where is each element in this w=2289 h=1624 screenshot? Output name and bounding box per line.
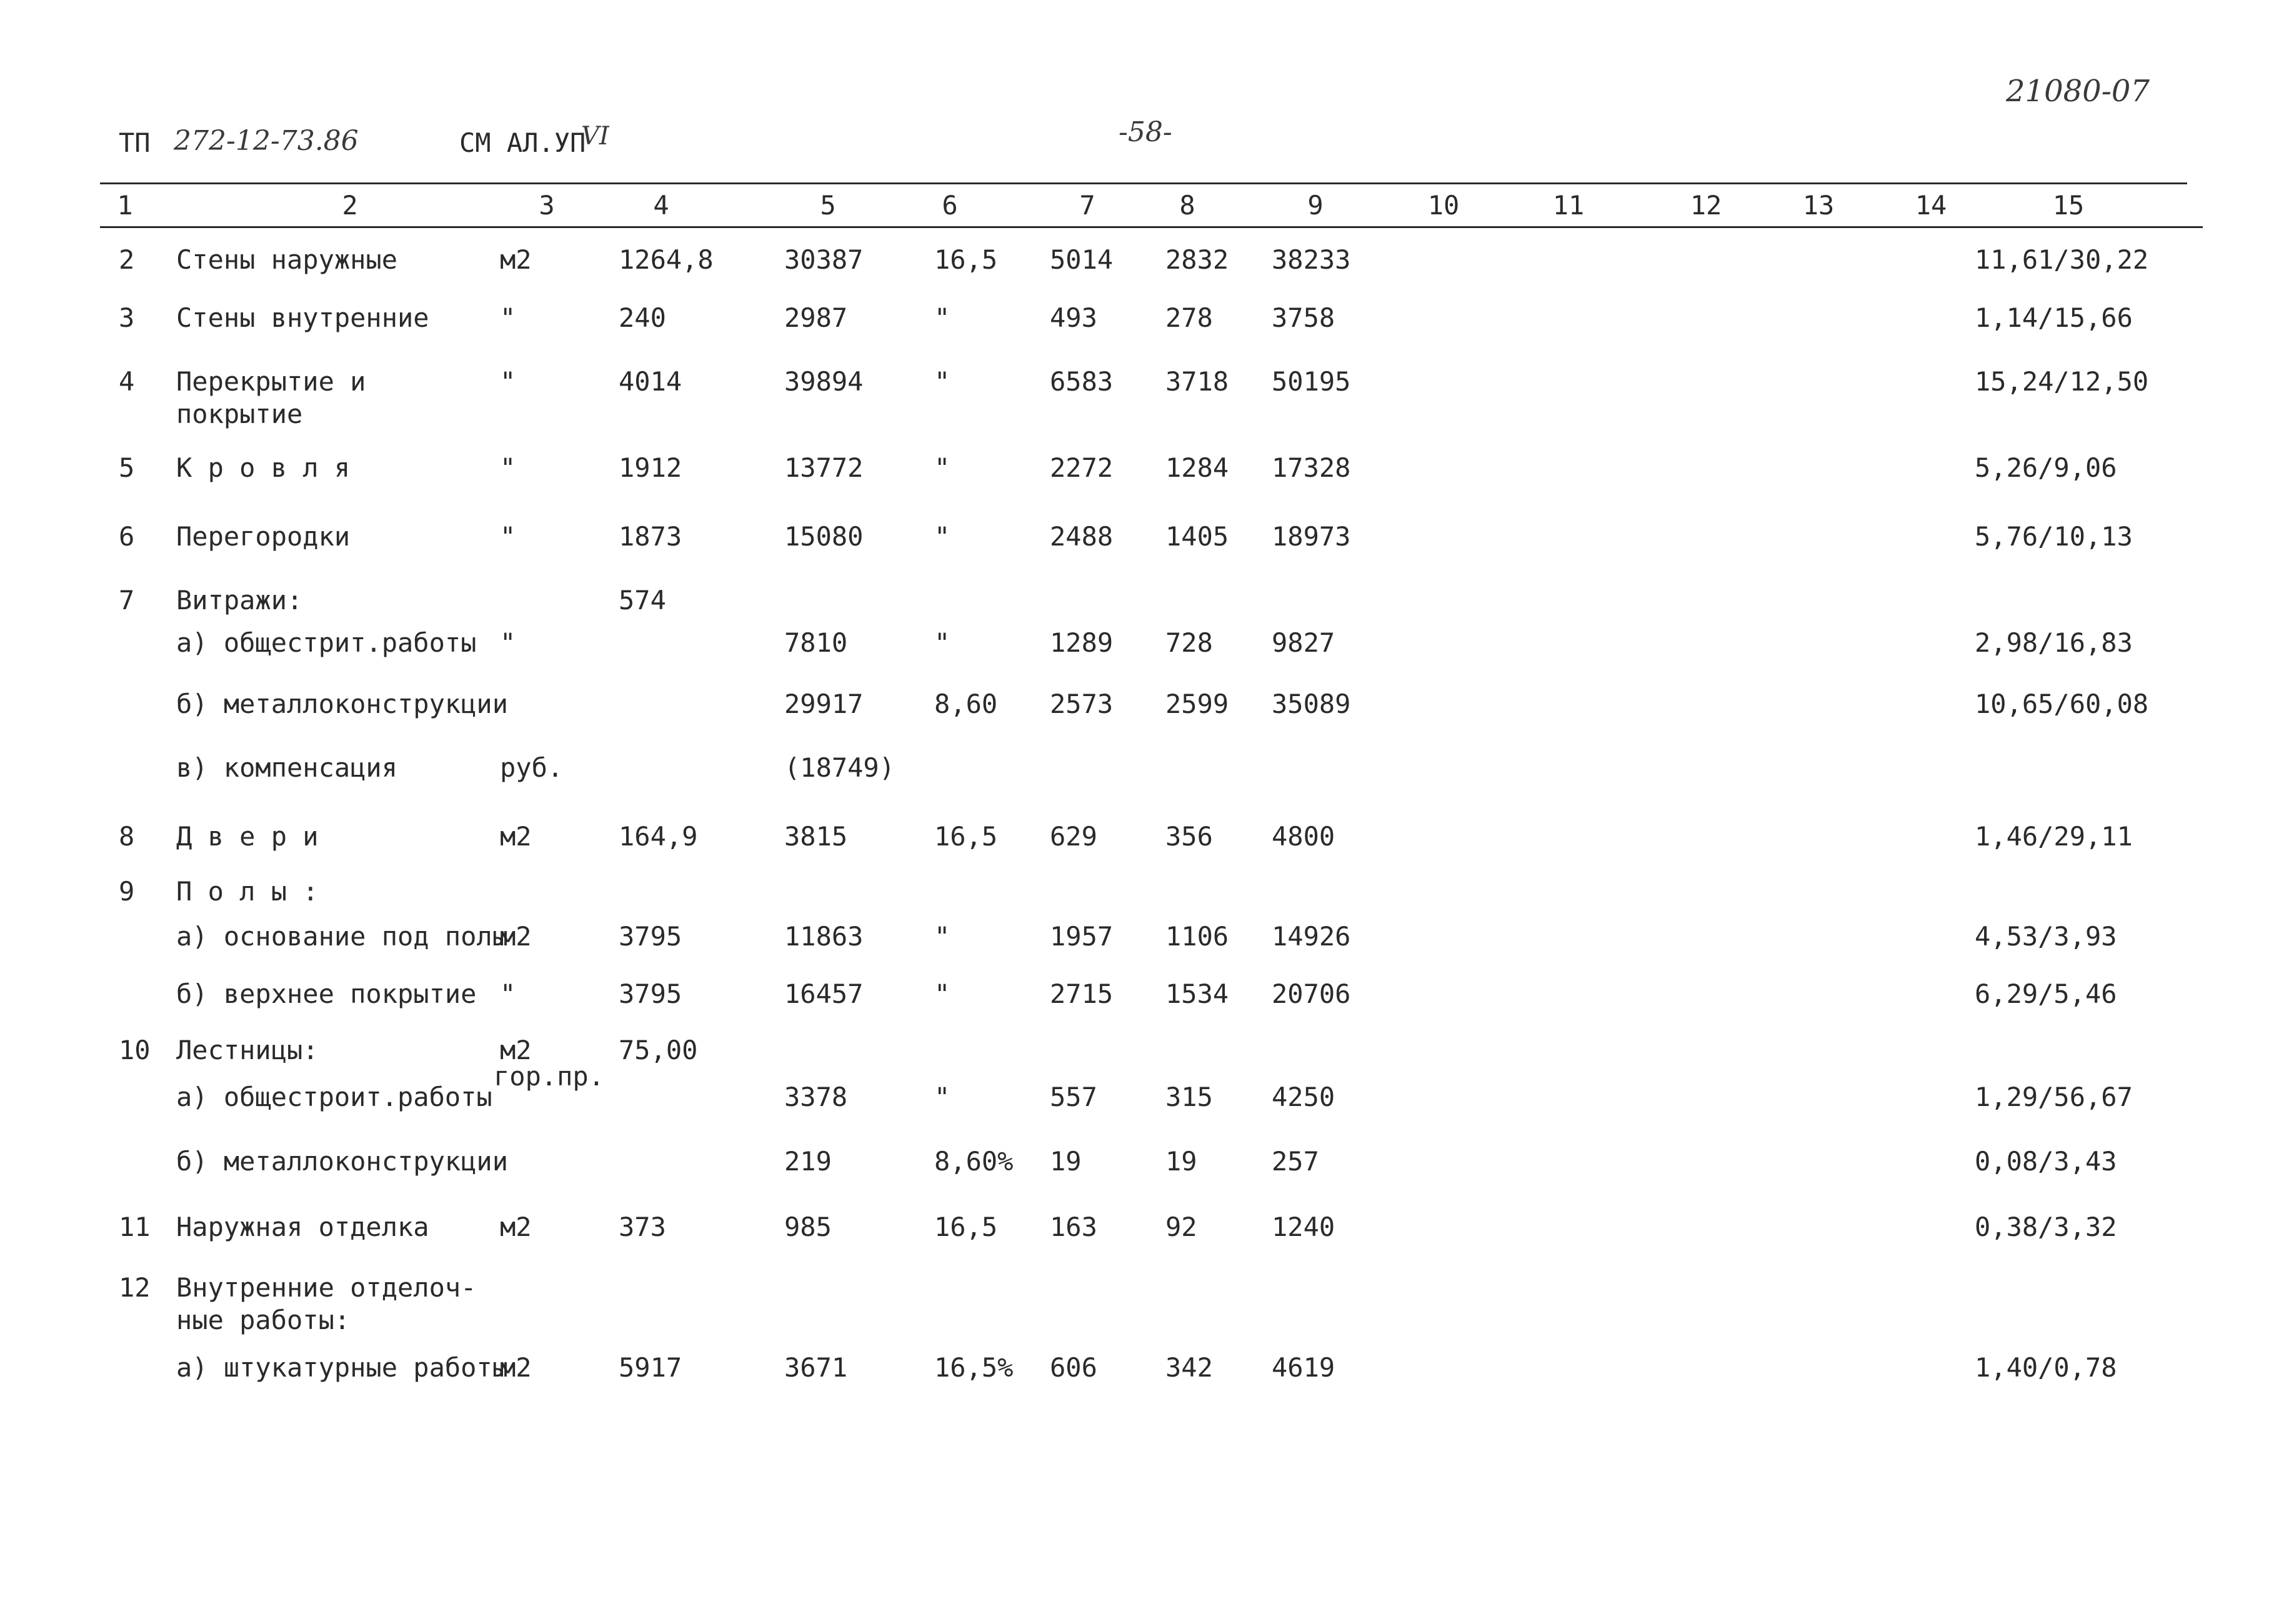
rate: " [934, 627, 950, 658]
column-number-5: 5 [820, 190, 836, 221]
row-number: 7 [119, 585, 135, 615]
item-name: Стены наружные [176, 244, 398, 275]
item-name: Лестницы: [176, 1035, 319, 1065]
item-name-continued: покрытие [176, 399, 303, 429]
quantity: 574 [619, 585, 666, 615]
profit: 3718 [1165, 366, 1229, 397]
column-number-7: 7 [1079, 190, 1095, 221]
quantity: 1264,8 [619, 244, 714, 275]
cost-base: 985 [784, 1212, 832, 1242]
unit: " [500, 627, 516, 658]
item-name: в) компенсация [176, 752, 398, 783]
profit: 19 [1165, 1146, 1197, 1177]
column-number-10: 10 [1427, 190, 1460, 221]
unit: м2 [500, 244, 532, 275]
row-number: 2 [119, 244, 135, 275]
column-number-15: 15 [2052, 190, 2085, 221]
column-number-1: 1 [117, 190, 133, 221]
overhead: 2272 [1050, 452, 1114, 483]
column-number-3: 3 [539, 190, 555, 221]
cost-base: 30387 [784, 244, 864, 275]
column-number-12: 12 [1690, 190, 1722, 221]
profit: 2599 [1165, 689, 1229, 719]
row-number: 3 [119, 302, 135, 333]
column-number-6: 6 [942, 190, 958, 221]
rate: 8,60 [934, 689, 998, 719]
total: 14926 [1272, 921, 1351, 952]
table-top-rule [100, 182, 2187, 184]
item-name: Перекрытие и [176, 366, 366, 397]
item-name: б) металлоконструкции [176, 689, 509, 719]
indicator: 10,65/60,08 [1975, 689, 2149, 719]
quantity: 4014 [619, 366, 682, 397]
overhead: 629 [1050, 821, 1097, 852]
row-number: 9 [119, 876, 135, 907]
profit: 315 [1165, 1082, 1213, 1112]
indicator: 0,38/3,32 [1975, 1212, 2117, 1242]
cost-base: 2987 [784, 302, 848, 333]
unit: руб. [500, 752, 564, 783]
cost-base: 11863 [784, 921, 864, 952]
item-name: а) общестрит.работы [176, 627, 477, 658]
overhead: 1289 [1050, 627, 1114, 658]
overhead: 557 [1050, 1082, 1097, 1112]
total: 38233 [1272, 244, 1351, 275]
item-name: Наружная отделка [176, 1212, 429, 1242]
cost-base: 15080 [784, 521, 864, 552]
cost-base: 3671 [784, 1352, 848, 1383]
rate: " [934, 452, 950, 483]
indicator: 0,08/3,43 [1975, 1146, 2117, 1177]
profit: 728 [1165, 627, 1213, 658]
item-name: б) металлоконструкции [176, 1146, 509, 1177]
total: 35089 [1272, 689, 1351, 719]
profit: 92 [1165, 1212, 1197, 1242]
item-name: а) штукатурные работы [176, 1352, 509, 1383]
total: 3758 [1272, 302, 1335, 333]
unit: " [500, 366, 516, 397]
overhead: 493 [1050, 302, 1097, 333]
quantity: 75,00 [619, 1035, 698, 1065]
total: 50195 [1272, 366, 1351, 397]
item-name: П о л ы : [176, 876, 319, 907]
column-number-9: 9 [1307, 190, 1324, 221]
profit: 1534 [1165, 979, 1229, 1009]
unit: м2 [500, 821, 532, 852]
overhead: 2573 [1050, 689, 1114, 719]
indicator: 4,53/3,93 [1975, 921, 2117, 952]
unit: " [500, 302, 516, 333]
indicator: 6,29/5,46 [1975, 979, 2117, 1009]
indicator: 5,76/10,13 [1975, 521, 2133, 552]
rate: " [934, 921, 950, 952]
rate: " [934, 979, 950, 1009]
item-name: К р о в л я [176, 452, 351, 483]
cost-base: 3815 [784, 821, 848, 852]
cost-base: 16457 [784, 979, 864, 1009]
indicator: 1,40/0,78 [1975, 1352, 2117, 1383]
column-number-13: 13 [1802, 190, 1835, 221]
rate: " [934, 366, 950, 397]
unit: " [500, 521, 516, 552]
unit: м2 [500, 1352, 532, 1383]
profit: 356 [1165, 821, 1213, 852]
row-number: 5 [119, 452, 135, 483]
cost-base: (18749) [784, 752, 895, 783]
overhead: 606 [1050, 1352, 1097, 1383]
quantity: 373 [619, 1212, 666, 1242]
cost-base: 29917 [784, 689, 864, 719]
indicator: 1,46/29,11 [1975, 821, 2133, 852]
profit: 342 [1165, 1352, 1213, 1383]
total: 4800 [1272, 821, 1335, 852]
rate: 16,5% [934, 1352, 1014, 1383]
table-header-bottom-rule [100, 226, 2203, 228]
page-number: -58- [1119, 116, 1172, 148]
overhead: 1957 [1050, 921, 1114, 952]
overhead: 19 [1050, 1146, 1082, 1177]
quantity: 3795 [619, 979, 682, 1009]
item-name: Витражи: [176, 585, 303, 615]
cost-base: 3378 [784, 1082, 848, 1112]
total: 18973 [1272, 521, 1351, 552]
indicator: 5,26/9,06 [1975, 452, 2117, 483]
item-name: Внутренние отделоч- [176, 1272, 477, 1303]
item-name: Перегородки [176, 521, 351, 552]
row-number: 12 [119, 1272, 151, 1303]
doc-code-prefix: ТП [119, 127, 151, 158]
profit: 2832 [1165, 244, 1229, 275]
rate: " [934, 302, 950, 333]
unit: " [500, 452, 516, 483]
indicator: 15,24/12,50 [1975, 366, 2149, 397]
column-number-2: 2 [342, 190, 358, 221]
overhead: 5014 [1050, 244, 1114, 275]
rate: 16,5 [934, 244, 998, 275]
row-number: 11 [119, 1212, 151, 1242]
column-number-14: 14 [1915, 190, 1947, 221]
item-name: а) общестроит.работы [176, 1082, 492, 1112]
indicator: 11,61/30,22 [1975, 244, 2149, 275]
item-name: б) верхнее покрытие [176, 979, 477, 1009]
quantity: 240 [619, 302, 666, 333]
column-number-4: 4 [653, 190, 669, 221]
profit: 278 [1165, 302, 1213, 333]
quantity: 164,9 [619, 821, 698, 852]
column-number-11: 11 [1552, 190, 1585, 221]
overhead: 163 [1050, 1212, 1097, 1242]
rate: " [934, 521, 950, 552]
album-mark: VI [581, 122, 609, 151]
unit: м2 [500, 1212, 532, 1242]
quantity: 5917 [619, 1352, 682, 1383]
total: 257 [1272, 1146, 1319, 1177]
quantity: 1873 [619, 521, 682, 552]
row-number: 10 [119, 1035, 151, 1065]
indicator: 2,98/16,83 [1975, 627, 2133, 658]
unit: м2 [500, 1035, 532, 1065]
archive-number: 21080-07 [2006, 74, 2150, 109]
overhead: 2715 [1050, 979, 1114, 1009]
total: 20706 [1272, 979, 1351, 1009]
total: 17328 [1272, 452, 1351, 483]
rate: 8,60% [934, 1146, 1014, 1177]
row-number: 6 [119, 521, 135, 552]
row-number: 8 [119, 821, 135, 852]
cost-base: 219 [784, 1146, 832, 1177]
unit: м2 [500, 921, 532, 952]
doc-code-number: 272-12-73.86 [174, 125, 359, 157]
column-number-8: 8 [1179, 190, 1195, 221]
unit: " [500, 979, 516, 1009]
indicator: 1,29/56,67 [1975, 1082, 2133, 1112]
total: 4250 [1272, 1082, 1335, 1112]
album-code: СМ АЛ.УП [459, 127, 586, 158]
overhead: 2488 [1050, 521, 1114, 552]
rate: 16,5 [934, 1212, 998, 1242]
item-name: а) основание под полы [176, 921, 509, 952]
item-name: Стены внутренние [176, 302, 429, 333]
unit-continued: гор.пр. [494, 1061, 605, 1092]
quantity: 3795 [619, 921, 682, 952]
total: 1240 [1272, 1212, 1335, 1242]
total: 4619 [1272, 1352, 1335, 1383]
rate: 16,5 [934, 821, 998, 852]
item-name-continued: ные работы: [176, 1305, 351, 1335]
total: 9827 [1272, 627, 1335, 658]
profit: 1106 [1165, 921, 1229, 952]
item-name: Д в е р и [176, 821, 319, 852]
cost-base: 7810 [784, 627, 848, 658]
row-number: 4 [119, 366, 135, 397]
profit: 1405 [1165, 521, 1229, 552]
indicator: 1,14/15,66 [1975, 302, 2133, 333]
quantity: 1912 [619, 452, 682, 483]
rate: " [934, 1082, 950, 1112]
cost-base: 13772 [784, 452, 864, 483]
cost-base: 39894 [784, 366, 864, 397]
profit: 1284 [1165, 452, 1229, 483]
overhead: 6583 [1050, 366, 1114, 397]
